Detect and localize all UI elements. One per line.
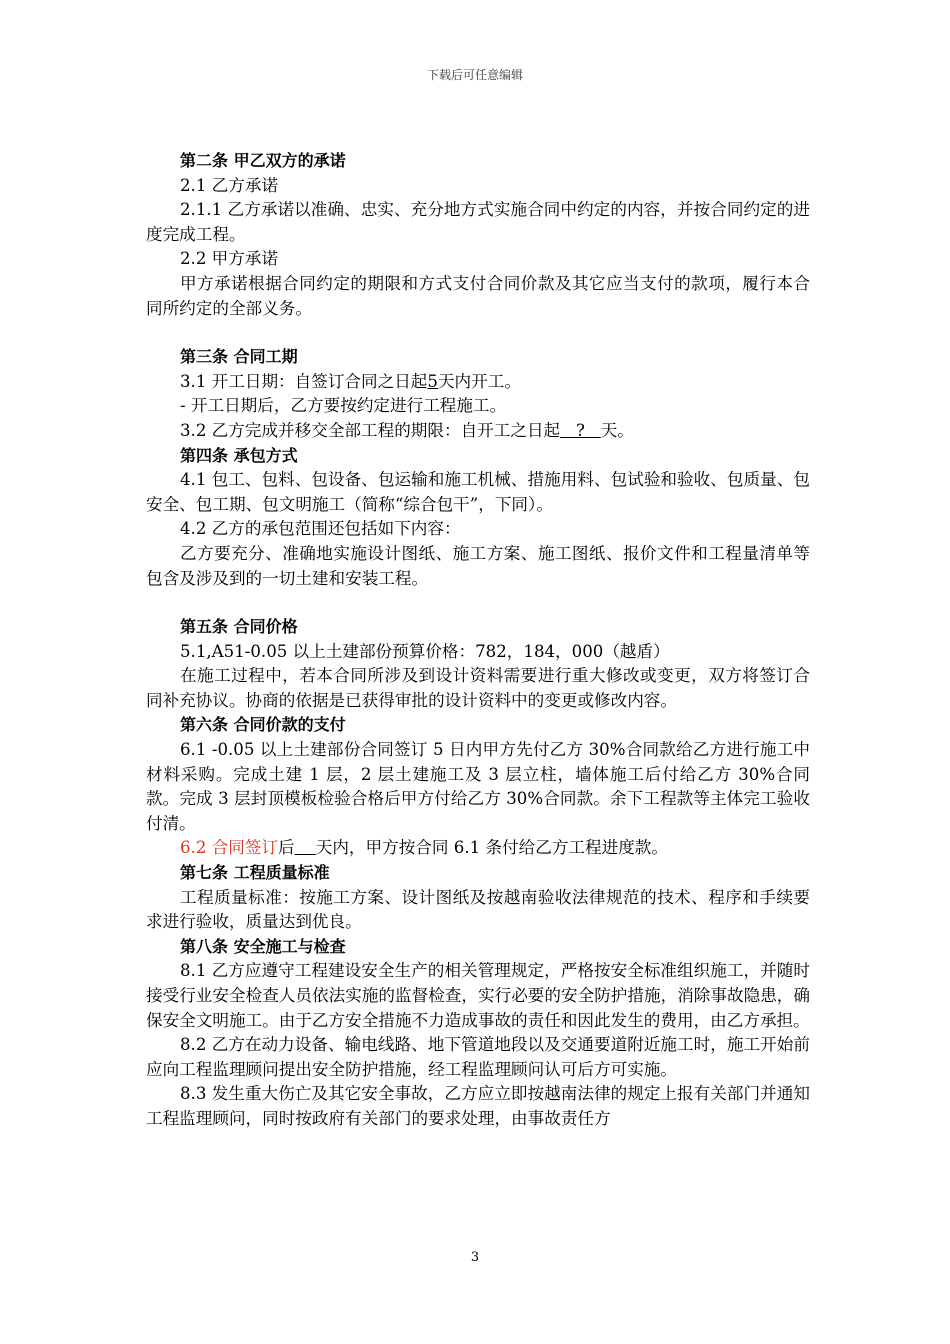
- clause-3-dash: - 开工日期后，乙方要按约定进行工程施工。: [180, 396, 507, 416]
- clause-2-1: 2.1 乙方承诺: [180, 175, 279, 195]
- clause-8-2: 8.2 乙方在动力设备、输电线路、地下管道地段以及交通要道附近施工时，施工开始前应向工程监理顾问提出安全防护措施，经工程监理顾问认可后方可实施。: [146, 1035, 810, 1079]
- article-4-title: 第四条 承包方式: [180, 445, 298, 465]
- clause-3-2-blank: ?: [560, 420, 601, 440]
- clause-6-2-blank: [295, 838, 316, 857]
- page-header: 下载后可任意编辑: [426, 68, 523, 82]
- document-body: [146, 149, 810, 1132]
- clause-3-2-post: 天。: [600, 420, 634, 440]
- article-2-title: 第二条 甲乙双方的承诺: [180, 151, 346, 170]
- clause-2-1-1: 2.1.1 乙方承诺以准确、忠实、充分地方式实施合同中约定的内容，并按合同约定的进度完成工程。: [146, 200, 810, 244]
- clause-8-3: 8.3 发生重大伤亡及其它安全事故，乙方应立即按越南法律的规定上报有关部门并通知工程监理顾问，同时按政府有关部门的要求处理，由事故责任方: [146, 1084, 810, 1128]
- clause-7-text: 工程质量标准：按施工方案、设计图纸及按越南验收法律规范的技术、程序和手续要求进行验收，质量达到优良。: [146, 887, 810, 932]
- clause-6-2-post: 天内，甲方按合同 6.1 条付给乙方工程进度款。: [315, 838, 668, 858]
- clause-3-2: [146, 419, 810, 444]
- clause-4-1: 4.1 包工、包料、包设备、包运输和施工机械、措施用料、包试验和验收、包质量、包安全、包工期、包文明施工（简称“综合包干”，下同）。: [146, 470, 810, 514]
- clause-5-text: 在施工过程中，若本合同所涉及到设计资料需要进行重大修改或变更，双方将签订合同补充协议。协商的依据是已获得审批的设计资料中的变更或修改内容。: [146, 666, 810, 710]
- clause-6-2-highlight: 6.2 合同签订: [180, 838, 279, 858]
- clause-8-1: 8.1 乙方应遵守工程建设安全生产的相关管理规定，严格按安全标准组织施工，并随时接受行业安全检查人员依法实施的监督检查，实行必要的安全防护措施，消除事故隐患，确保安全文明施工。由于乙方安全措施不力造成事故的责任和因此发生的费用，由乙方承担。: [146, 961, 810, 1030]
- article-8-title: 第八条 安全施工与检查: [180, 936, 346, 956]
- clause-5-1: 5.1,A51-0.05 以上土建部份预算价格：782，184，000（越盾）: [180, 641, 670, 661]
- clause-3-1-pre: 3.1 开工日期：自签订合同之日起: [180, 371, 428, 391]
- article-7-title: 第七条 工程质量标准: [180, 863, 330, 883]
- article-6-title: 第六条 合同价款的支付: [180, 715, 346, 735]
- clause-6-2-mid: 后: [278, 838, 295, 858]
- clause-3-1-post: 天内开工。: [437, 371, 521, 391]
- clause-3-1-days: 5: [427, 371, 438, 391]
- clause-3-2-pre: 3.2 乙方完成并移交全部工程的期限：自开工之日起: [180, 420, 561, 440]
- clause-4-2: 4.2 乙方的承包范围还包括如下内容：: [180, 519, 461, 539]
- clause-6-1: 6.1 -0.05 以上土建部份合同签订 5 日内甲方先付乙方 30%合同款给乙方进行施工中材料采购。完成土建 1 层，2 层土建施工及 3 层立柱，墙体施工后付给乙方 30%合同款。完成 3 层封顶模板检验合格后甲方付给乙方 30%合同款。余下工程款等主体完工验收付清。: [146, 740, 810, 833]
- article-5-title: 第五条 合同价格: [180, 617, 298, 637]
- article-3-title: 第三条 合同工期: [180, 347, 298, 367]
- clause-4-2-text: 乙方要充分、准确地实施设计图纸、施工方案、施工图纸、报价文件和工程量清单等包含及涉及到的一切土建和安装工程。: [146, 543, 810, 588]
- clause-2-2: 2.2 甲方承诺: [180, 249, 279, 269]
- clause-6-2: [146, 836, 810, 861]
- page-number: 3: [470, 1250, 480, 1265]
- clause-3-1: [146, 370, 810, 395]
- clause-2-2-text: 甲方承诺根据合同约定的期限和方式支付合同价款及其它应当支付的款项，履行本合同所约定的全部义务。: [146, 273, 810, 318]
